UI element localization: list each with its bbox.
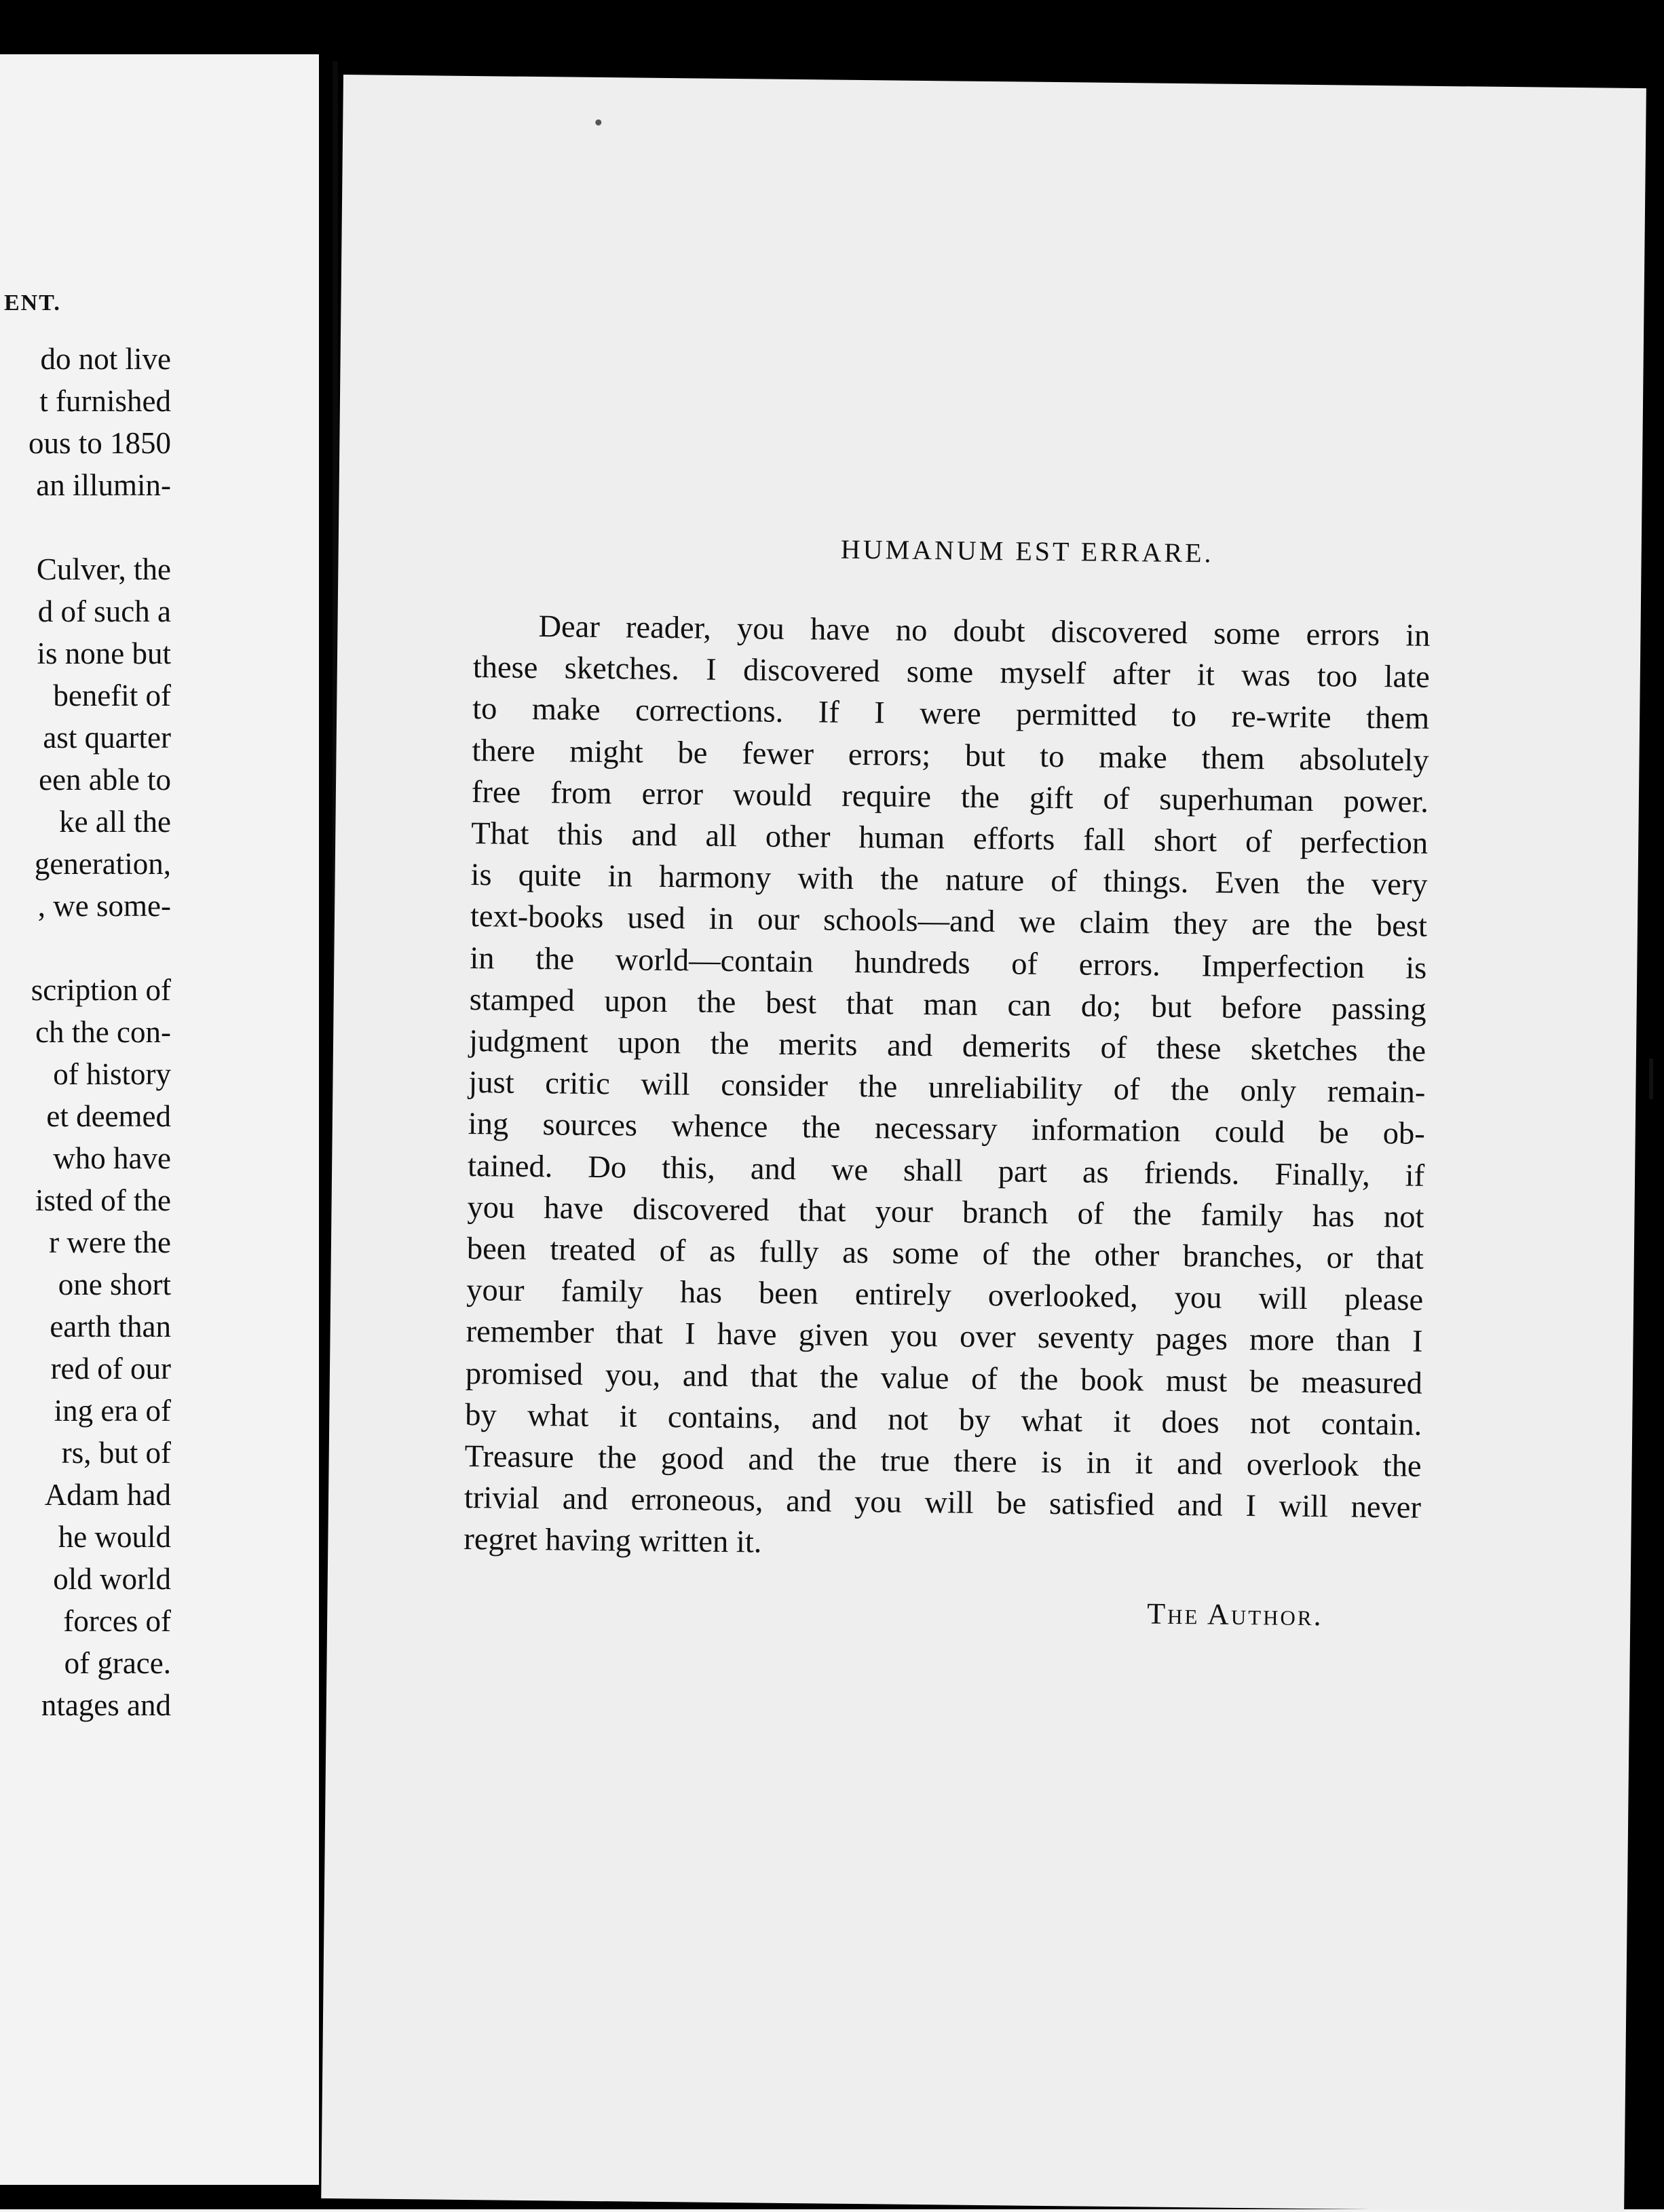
body-line: your family has been entirely overlooked, you will please <box>466 1273 1424 1318</box>
body-line: regret having written it. <box>464 1522 762 1561</box>
paragraph-gap <box>0 927 171 969</box>
body-line: you have discovered that your branch of the family has not <box>467 1189 1424 1235</box>
facing-line: rs, but of <box>61 1436 171 1470</box>
facing-line: r were the <box>49 1225 171 1259</box>
body-line: to make corrections. If I were permitted to re-write them <box>472 691 1430 737</box>
facing-page-heading: ENT. <box>4 290 61 316</box>
facing-line: t furnished <box>39 384 171 418</box>
body-line: is quite in harmony with the nature of things. Even the very <box>470 858 1428 903</box>
body-line: text-books used in our schools—and we claim they are the best <box>470 899 1428 945</box>
body-line: free from error would require the gift of superhuman power. <box>471 774 1429 820</box>
body-line: remember that I have given you over seventy pages more than I <box>466 1314 1423 1360</box>
body-line: tained. Do this, and we shall part as friends. Finally, if <box>467 1148 1425 1194</box>
body-line: judgment upon the merits and demerits of these sketches the <box>468 1024 1426 1069</box>
facing-line: ch the con- <box>35 1015 171 1049</box>
facing-line: , we some- <box>37 889 171 923</box>
body-line: by what it contains, and not by what it does not contain. <box>465 1397 1422 1443</box>
facing-line: who have <box>53 1141 171 1175</box>
facing-line: old world <box>53 1562 171 1596</box>
facing-line: ke all the <box>59 805 171 839</box>
facing-line: of grace. <box>64 1646 171 1680</box>
facing-line: earth than <box>50 1310 171 1343</box>
facing-line: ous to 1850 <box>28 426 171 460</box>
author-signature: The Author. <box>1147 1597 1323 1633</box>
facing-line: an illumin- <box>36 468 171 502</box>
paragraph-gap <box>0 506 171 548</box>
body-line: Treasure the good and the true there is in it and overlook the <box>464 1439 1422 1484</box>
facing-line: een able to <box>39 763 171 797</box>
facing-line: Adam had <box>44 1478 171 1512</box>
facing-line: of history <box>53 1057 171 1091</box>
facing-line: one short <box>58 1267 171 1301</box>
facing-line: et deemed <box>46 1099 171 1133</box>
facing-line: he would <box>58 1520 171 1554</box>
body-line: these sketches. I discovered some myself after it was too late <box>472 650 1431 695</box>
facing-line: is none but <box>37 636 171 670</box>
ink-speck <box>595 119 601 126</box>
page-title: HUMANUM EST ERRARE. <box>840 533 1214 569</box>
facing-line: ast quarter <box>43 721 171 755</box>
body-line: ing sources whence the necessary information could be ob- <box>468 1107 1426 1152</box>
body-line: just critic will consider the unreliability of the only remain- <box>468 1065 1426 1111</box>
body-line: trivial and erroneous, and you will be satisfied and I will never <box>464 1481 1422 1526</box>
body-line: there might be fewer errors; but to make them absolutely <box>472 733 1429 778</box>
facing-line: do not live <box>40 342 171 376</box>
body-paragraph <box>464 605 1431 1570</box>
body-line: stamped upon the best that man can do; but before passing <box>469 982 1426 1027</box>
facing-page-fragment <box>0 54 319 2185</box>
facing-line: Culver, the <box>36 552 171 586</box>
body-line: promised you, and that the value of the book must be measured <box>465 1356 1423 1401</box>
facing-line: d of such a <box>37 594 171 628</box>
facing-line: generation, <box>34 847 171 881</box>
facing-page-text <box>0 338 171 1726</box>
facing-line: red of our <box>50 1352 171 1386</box>
body-line: been treated of as fully as some of the other branches, or that <box>466 1232 1424 1276</box>
page-edge-mark <box>1649 1059 1653 1099</box>
body-line: in the world—contain hundreds of errors. Imperfection is <box>470 940 1427 986</box>
facing-line: ing era of <box>54 1394 171 1428</box>
facing-line: ntages and <box>41 1688 171 1722</box>
body-line: That this and all other human efforts fall short of perfection <box>471 816 1429 861</box>
facing-line: forces of <box>63 1604 171 1638</box>
facing-line: isted of the <box>35 1183 171 1217</box>
body-line: Dear reader, you have no doubt discovered some errors in <box>538 609 1431 653</box>
facing-line: benefit of <box>53 679 171 712</box>
main-page <box>321 75 1646 2212</box>
facing-line: scription of <box>31 973 171 1007</box>
